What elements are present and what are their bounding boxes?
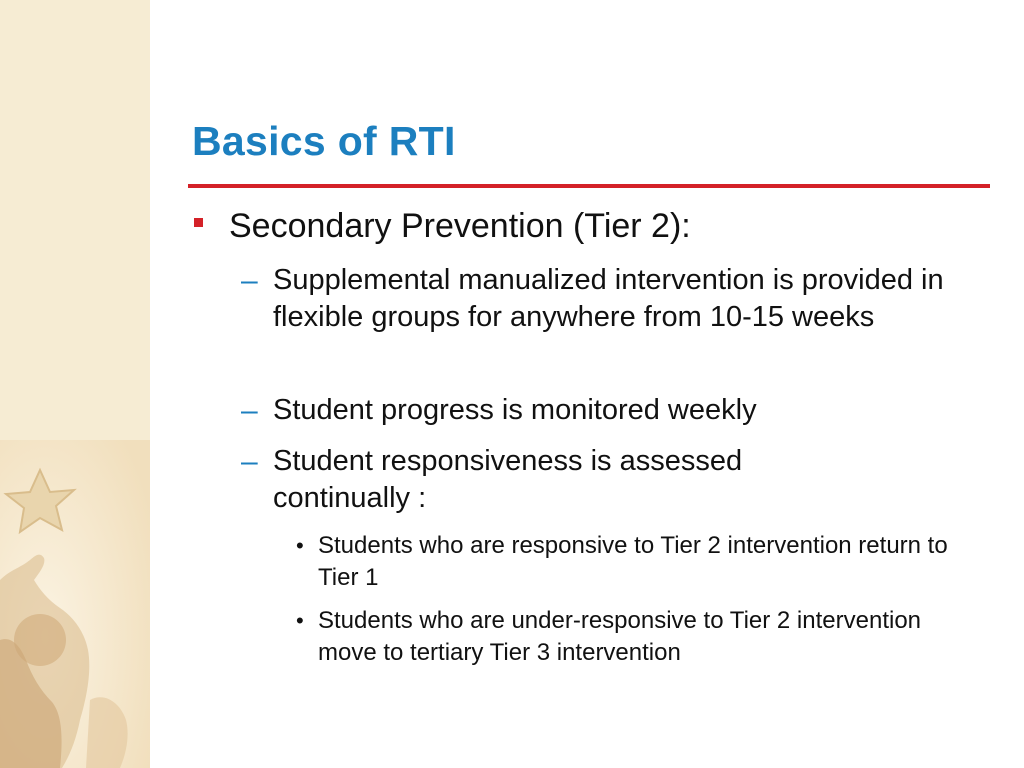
square-bullet-icon [194, 218, 203, 227]
bullet-level2-item: Student responsiveness is assessed continually : [273, 445, 743, 514]
dot-bullet-icon: • [296, 533, 304, 558]
bullet-level2-item: Student progress is monitored weekly [273, 394, 757, 426]
bullet-level3-item: Students who are under-responsive to Tier 2 intervention move to tertiary Tier 3 intervention [318, 607, 922, 666]
dash-bullet-icon: – [241, 264, 258, 297]
star-and-reaching-child-illustration [0, 440, 150, 768]
bullet-level3-item: Students who are responsive to Tier 2 intervention return to Tier 1 [318, 532, 948, 591]
title-divider [188, 184, 990, 188]
bullet-level2-item: Supplemental manualized intervention is provided in flexible groups for anywhere from 10-15 weeks [273, 264, 944, 333]
bullet-level1: Secondary Prevention (Tier 2): [229, 207, 691, 245]
dash-bullet-icon: – [241, 445, 258, 478]
dash-bullet-icon: – [241, 394, 258, 427]
decorative-sidebar [0, 0, 150, 768]
dot-bullet-icon: • [296, 608, 304, 633]
slide-title: Basics of RTI [192, 118, 456, 164]
